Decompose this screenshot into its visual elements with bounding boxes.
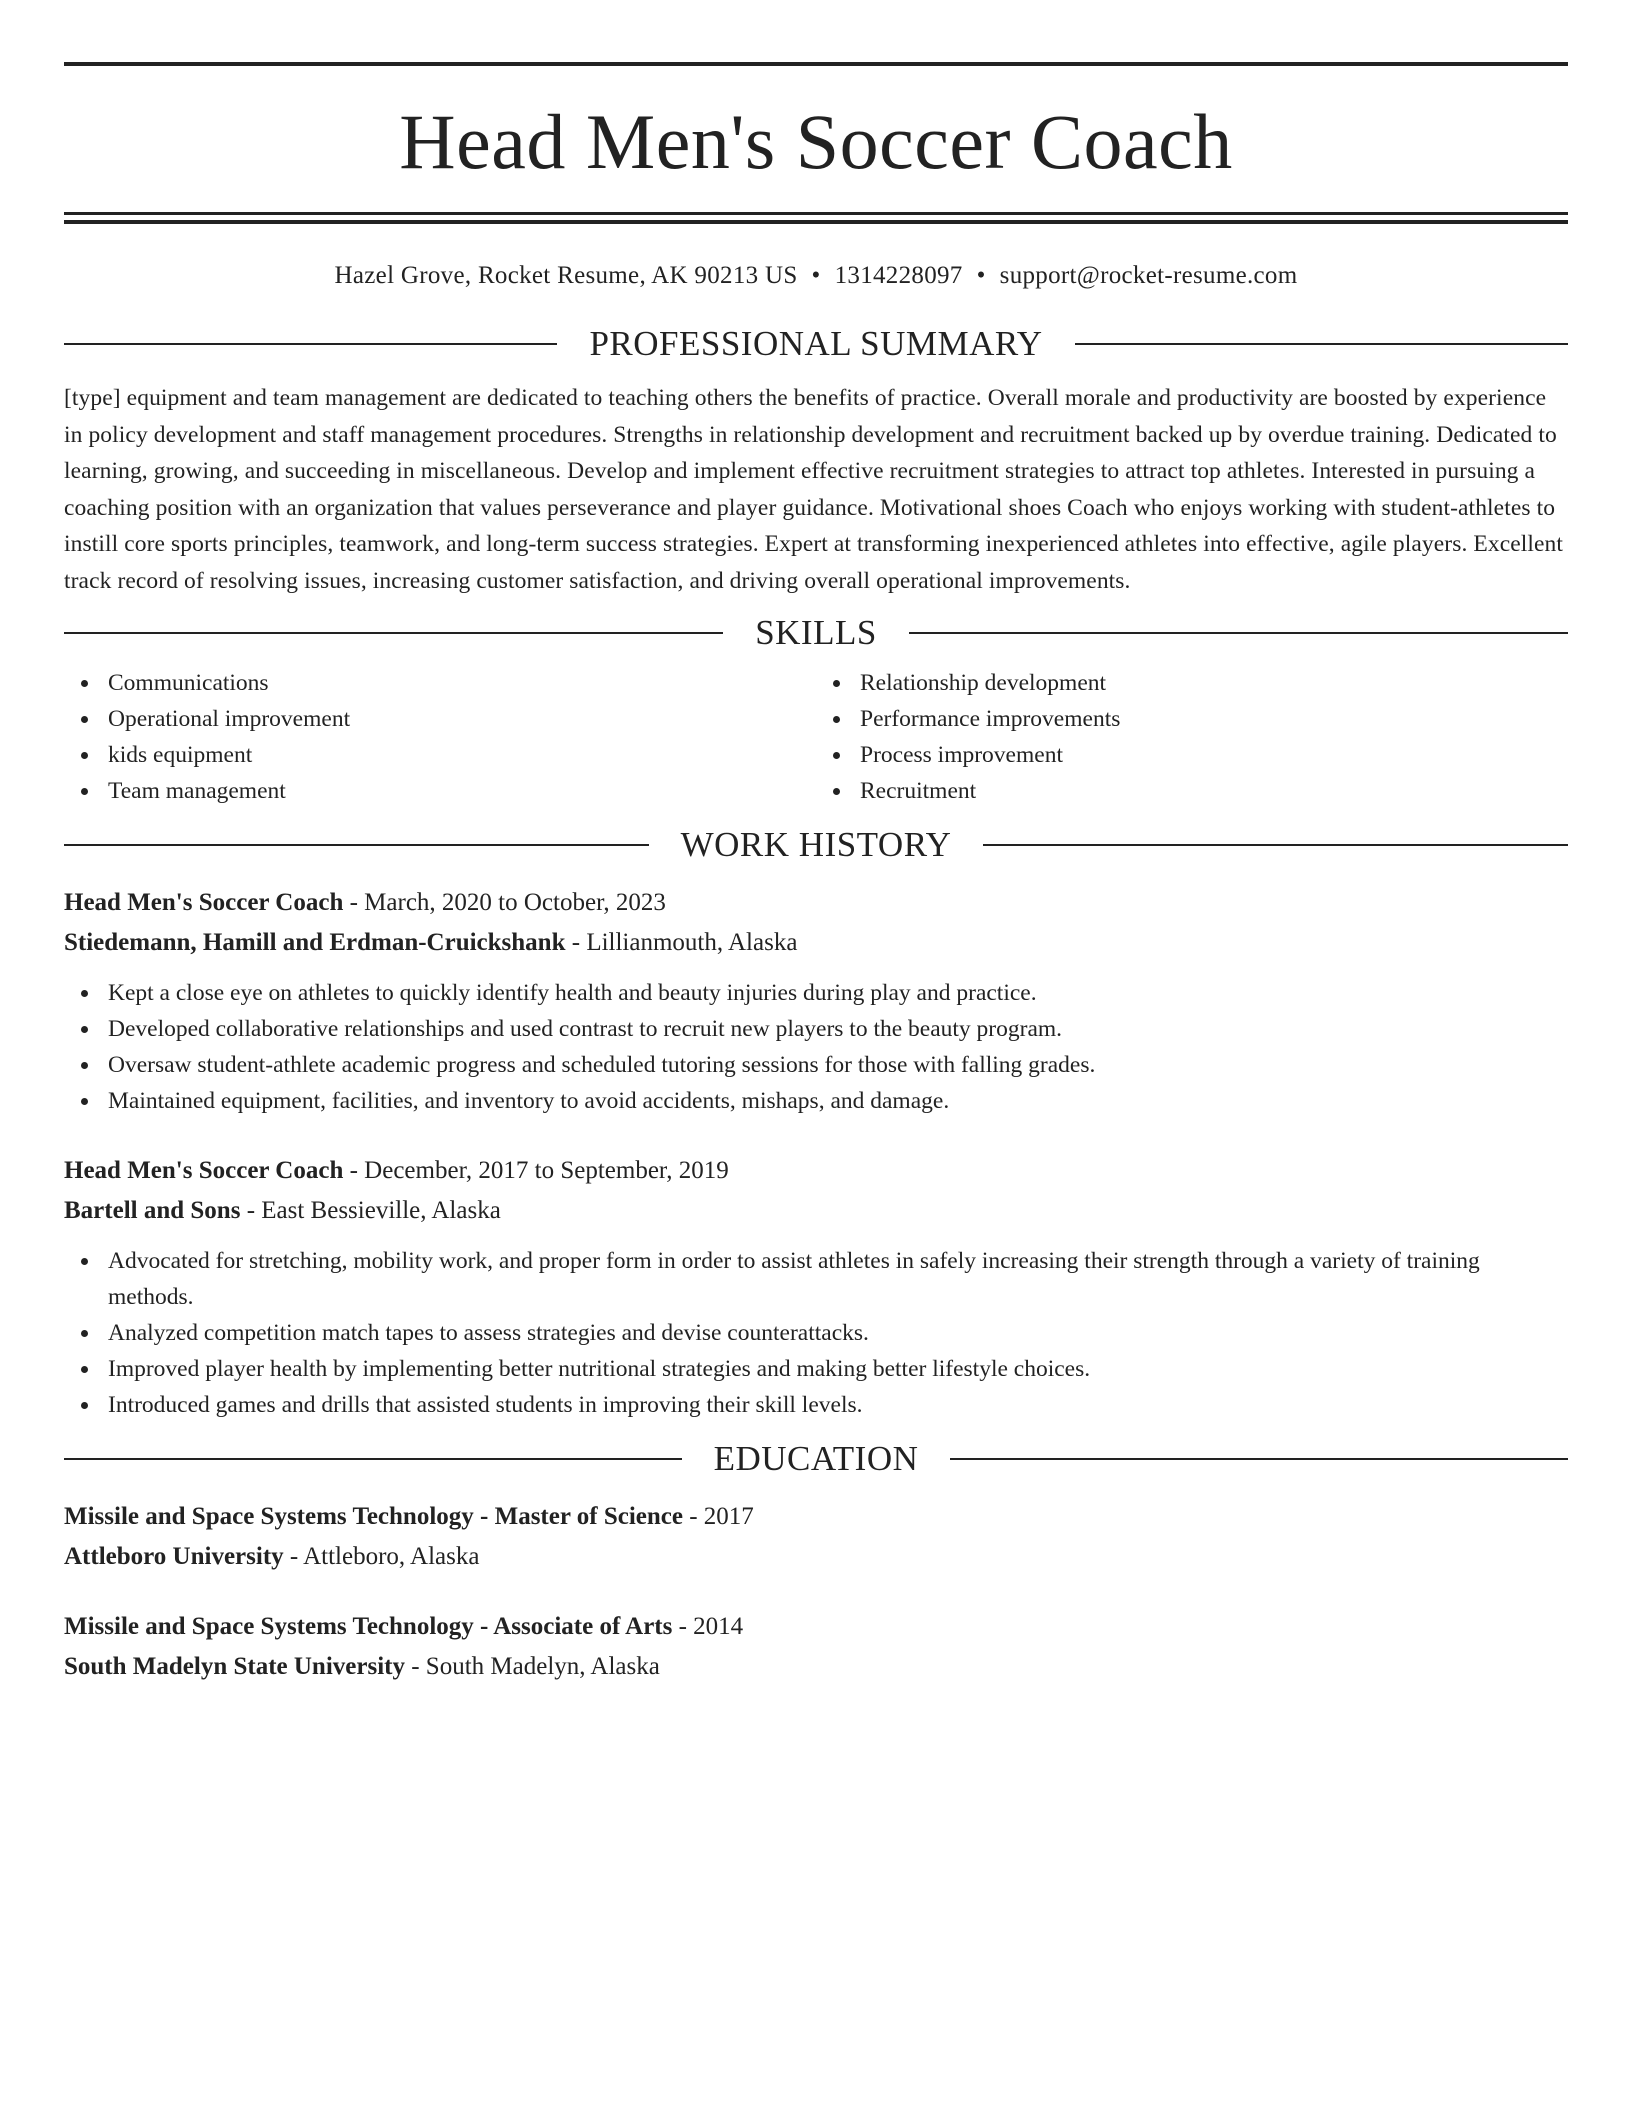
contact-address: Hazel Grove, Rocket Resume, AK 90213 US: [334, 262, 798, 289]
job-bullet: Oversaw student-athlete academic progress and scheduled tutoring sessions for those with falling grades.: [64, 1047, 1568, 1083]
job-title-line: [64, 883, 1568, 923]
contact-separator: •: [811, 262, 821, 289]
education-heading: [64, 1437, 1568, 1481]
skills-list-left: [64, 665, 816, 809]
top-rule: [64, 62, 1568, 66]
education-school-line: [64, 1647, 1568, 1687]
education-school: South Madelyn State University: [64, 1653, 405, 1680]
education-school: Attleboro University: [64, 1543, 284, 1570]
education-entry: [64, 1607, 1568, 1687]
skill-item: Team management: [64, 773, 816, 809]
heading-rule: [909, 632, 1568, 634]
skills-heading-label: SKILLS: [755, 613, 877, 652]
education-entry: [64, 1497, 1568, 1577]
job-title: Head Men's Soccer Coach: [64, 1157, 344, 1184]
skill-item: kids equipment: [64, 737, 816, 773]
job-bullet: Advocated for stretching, mobility work, and proper form in order to assist athletes in safely increasing their strength through a variety of training methods.: [64, 1243, 1568, 1315]
education-degree-line: [64, 1497, 1568, 1537]
skill-item: Communications: [64, 665, 816, 701]
skill-item: Process improvement: [816, 737, 1568, 773]
job-title: Head Men's Soccer Coach: [64, 889, 344, 916]
education-location: - South Madelyn, Alaska: [404, 1653, 660, 1680]
job-company: Stiedemann, Hamill and Erdman-Cruickshank: [64, 929, 566, 956]
resume-title: Head Men's Soccer Coach: [399, 98, 1233, 185]
job-bullet: Maintained equipment, facilities, and inventory to avoid accidents, mishaps, and damage.: [64, 1083, 1568, 1119]
job-location: - East Bessieville, Alaska: [240, 1197, 501, 1224]
job-bullet: Introduced games and drills that assisted students in improving their skill levels.: [64, 1387, 1568, 1423]
job-dates: - December, 2017 to September, 2019: [343, 1157, 729, 1184]
education-school-line: [64, 1537, 1568, 1577]
skill-item: Relationship development: [816, 665, 1568, 701]
skill-item: Recruitment: [816, 773, 1568, 809]
job-bullet: Analyzed competition match tapes to assess strategies and devise counterattacks.: [64, 1315, 1568, 1351]
heading-rule: [64, 343, 557, 345]
skill-item: Operational improvement: [64, 701, 816, 737]
heading-rule: [950, 1458, 1568, 1460]
education-year: - 2014: [672, 1613, 744, 1640]
title-double-rule: [64, 212, 1568, 224]
education-degree: Missile and Space Systems Technology - Associate of Arts: [64, 1613, 673, 1640]
job-bullet: Kept a close eye on athletes to quickly identify health and beauty injuries during play and practice.: [64, 975, 1568, 1011]
education-degree-line: [64, 1607, 1568, 1647]
summary-text: [type] equipment and team management are dedicated to teaching others the benefits of practice. Overall morale and productivity are boosted by experience in policy development and staff management procedures. Strengths in relationship development and recruitment backed up by overdue training. Dedicated to learning, growing, and succeeding in miscellaneous. Develop and implement effective recruitment strategies to attract top athletes. Interested in pursuing a coaching position with an organization that values perseverance and player guidance. Motivational shoes Coach who enjoys working with student-athletes to instill core sports principles, teamwork, and long-term success strategies. Expert at transforming inexperienced athletes into effective, agile players. Excellent track record of resolving issues, increasing customer satisfaction, and driving overall operational improvements.: [64, 385, 1564, 594]
job-company-line: [64, 923, 1568, 963]
job-company: Bartell and Sons: [64, 1197, 241, 1224]
heading-rule: [983, 844, 1568, 846]
job-bullet: Developed collaborative relationships and used contrast to recruit new players to the beauty program.: [64, 1011, 1568, 1047]
job-dates: - March, 2020 to October, 2023: [343, 889, 666, 916]
job-entry: [64, 883, 1568, 1119]
contact-line: [64, 260, 1568, 292]
job-title-line: [64, 1151, 1568, 1191]
job-entry: [64, 1151, 1568, 1423]
skill-item: Performance improvements: [816, 701, 1568, 737]
skills-grid: [64, 665, 1568, 809]
contact-email: support@rocket-resume.com: [999, 262, 1298, 289]
skills-list-right: [816, 665, 1568, 809]
job-bullet: Improved player health by implementing better nutritional strategies and making better lifestyle choices.: [64, 1351, 1568, 1387]
education-year: - 2017: [682, 1503, 754, 1530]
summary-heading-label: PROFESSIONAL SUMMARY: [589, 324, 1043, 363]
contact-separator: •: [976, 262, 986, 289]
education-heading-label: EDUCATION: [713, 1439, 919, 1478]
job-bullets: [64, 975, 1568, 1119]
heading-rule: [64, 844, 649, 846]
work-heading-label: WORK HISTORY: [680, 825, 952, 864]
skills-heading: [64, 611, 1568, 655]
heading-rule: [64, 632, 723, 634]
heading-rule: [1075, 343, 1568, 345]
heading-rule: [64, 1458, 682, 1460]
work-heading: [64, 823, 1568, 867]
contact-phone: 1314228097: [834, 262, 963, 289]
education-degree: Missile and Space Systems Technology - Master of Science: [64, 1503, 683, 1530]
job-location: - Lillianmouth, Alaska: [565, 929, 798, 956]
education-location: - Attleboro, Alaska: [283, 1543, 480, 1570]
summary-heading: [64, 322, 1568, 366]
job-bullets: [64, 1243, 1568, 1423]
job-company-line: [64, 1191, 1568, 1231]
